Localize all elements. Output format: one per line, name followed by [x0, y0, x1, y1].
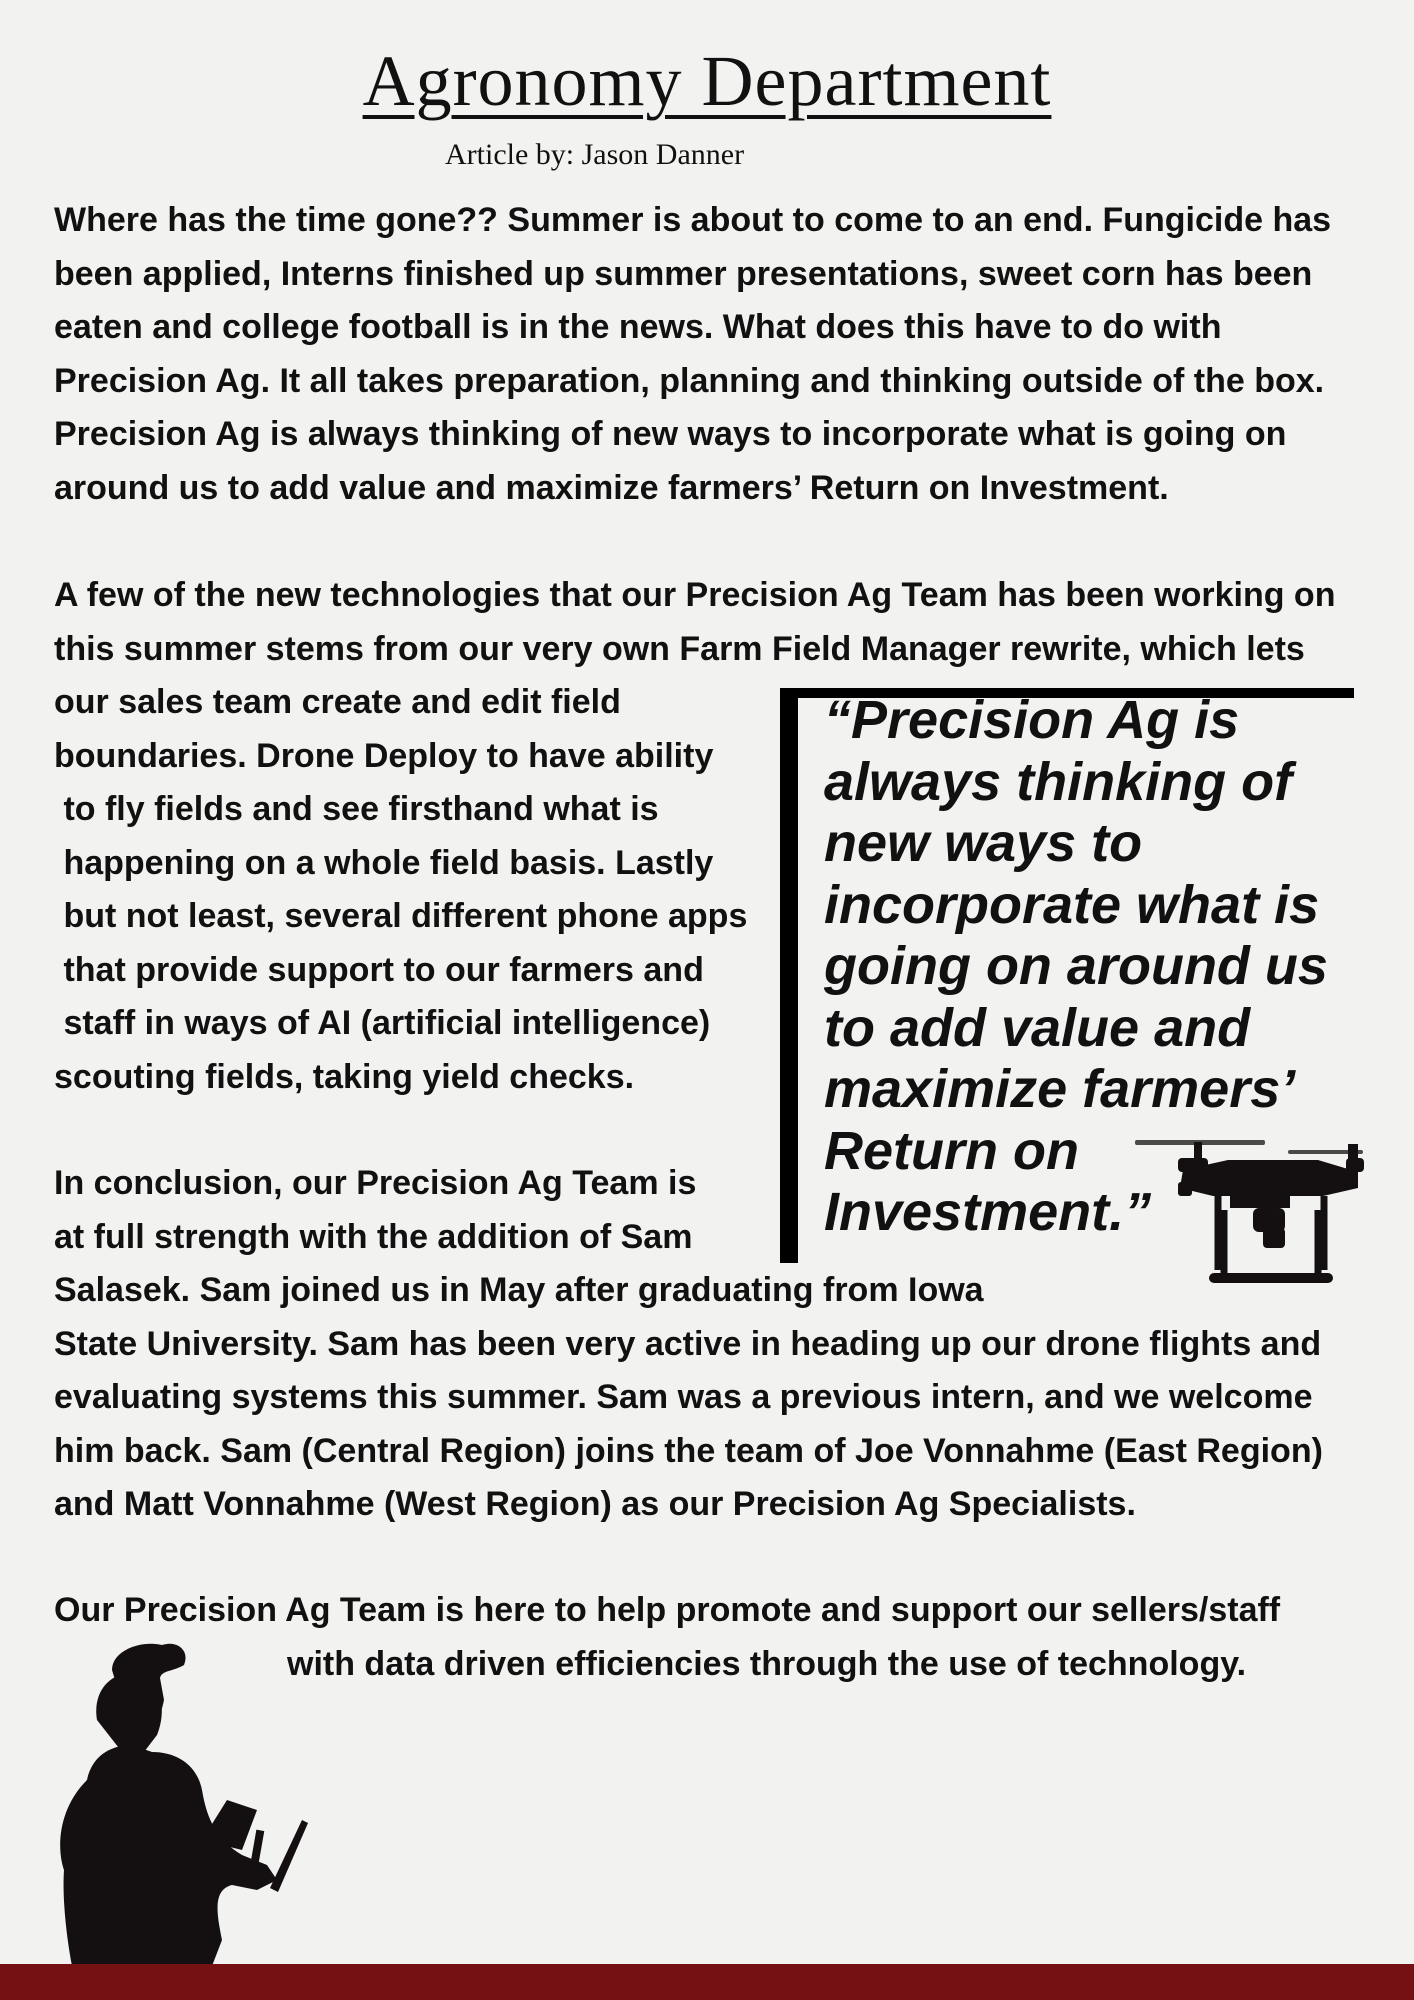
paragraph-intro — [54, 194, 1331, 515]
text-line: been applied, Interns finished up summer presentations, sweet corn has been — [54, 254, 1313, 293]
text-line: that provide support to our farmers and — [54, 950, 704, 989]
quote-line: always thinking of — [824, 751, 1293, 812]
text-line: evaluating systems this summer. Sam was a previous intern, and we welcome — [54, 1378, 1313, 1416]
text-line: Where has the time gone?? Summer is about to come to an end. Fungicide has — [54, 201, 1332, 239]
quote-line: Return on — [824, 1120, 1079, 1181]
text-line: Precision Ag. It all takes preparation, planning and thinking outside of the box. — [54, 361, 1325, 400]
text-line: State University. Sam has been very active in heading up our drone flights and — [54, 1324, 1322, 1363]
pull-quote-bar-vertical — [780, 688, 798, 1263]
text-line: happening on a whole field basis. Lastly — [54, 843, 714, 882]
drone-silhouette-icon — [1118, 1130, 1378, 1300]
text-line: boundaries. Drone Deploy to have ability — [54, 736, 714, 775]
text-line: In conclusion, our Precision Ag Team is — [54, 1164, 697, 1202]
byline: Article by: Jason Danner — [445, 138, 745, 171]
text-line: but not least, several different phone apps — [54, 897, 748, 935]
text-line: this summer stems from our very own Farm Field Manager rewrite, which lets — [54, 629, 1305, 668]
quote-line: maximize farmers’ — [824, 1059, 1296, 1119]
quote-line: to add value and — [824, 997, 1251, 1058]
text-line: scouting fields, taking yield checks. — [54, 1057, 635, 1096]
footer-bar — [0, 1964, 1414, 2000]
drone-pilot-silhouette-icon — [52, 1640, 352, 1966]
text-line: Salasek. Sam joined us in May after graduating from Iowa — [54, 1271, 984, 1309]
text-line: our sales team create and edit field — [54, 683, 621, 721]
quote-line: incorporate what is — [824, 874, 1320, 935]
quote-line: going on around us — [824, 936, 1328, 996]
text-line: him back. Sam (Central Region) joins the team of Joe Vonnahme (East Region) — [54, 1431, 1323, 1470]
text-line: Our Precision Ag Team is here to help promote and support our sellers/staff — [54, 1591, 1281, 1629]
text-line: to fly fields and see firsthand what is — [54, 790, 659, 828]
text-line: eaten and college football is in the news. What does this have to do with — [54, 308, 1222, 346]
quote-line: new ways to — [824, 813, 1143, 873]
quote-line: Investment.” — [824, 1182, 1152, 1242]
text-line: at full strength with the addition of Sam — [54, 1217, 693, 1256]
text-line: Precision Ag is always thinking of new ways to incorporate what is going on — [54, 415, 1287, 453]
text-line: with data driven efficiencies through the use of technology. — [287, 1644, 1247, 1683]
text-line: staff in ways of AI (artificial intelligence) — [54, 1004, 711, 1042]
text-line: around us to add value and maximize farmers’ Return on Investment. — [54, 468, 1169, 507]
page-title: Agronomy Department — [362, 41, 1052, 121]
text-line: A few of the new technologies that our Precision Ag Team has been working on — [54, 576, 1336, 614]
quote-line: “Precision Ag is — [824, 690, 1240, 750]
text-line: and Matt Vonnahme (West Region) as our Precision Ag Specialists. — [54, 1485, 1136, 1523]
